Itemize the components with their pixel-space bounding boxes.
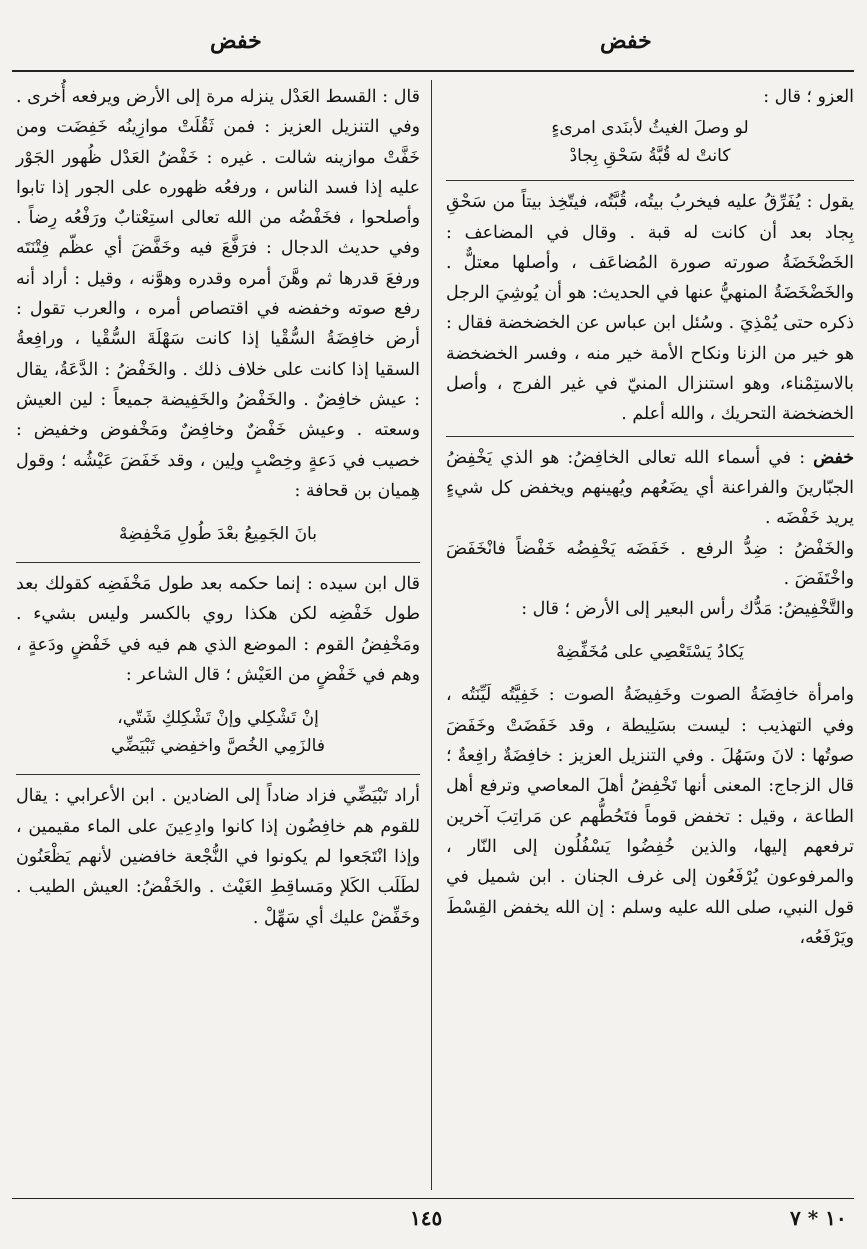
- verse: بانَ الجَمِيعُ بعْدَ طُولِ مَخْفِضِهْ: [119, 524, 317, 545]
- paragraph: يقول : يُفَرِّقُ عليه فيخربُ بيتُه، قُبَّتُه، فيتّخِذ بيتاً من سَحْقِ بِجاد بعد أن كانت له قبة . وقال في المضاعف : الخَضْخَضَةُ صورته صورة المُضاعَف ، وأصلها معتلٌّ . والخَضْخَضَةُ المنهيُّ عنها في الحديث: هو أن يُوشِيَ الرجل ذكره حتى يُمْذِيَ . وسُئل ابن عباس عن الخضخضة فقال : هو خير من الزنا ونكاح الأمة خير منه ، وفسر الخضخضة بالاستِمْناء، وهو استنزال المنيّ في غير الفرج ، وأصل الخضخضة التحريك ، والله أعلم .: [446, 192, 854, 425]
- separator-rule: [16, 774, 420, 775]
- header-guide-word-right: خفض: [600, 28, 652, 54]
- separator-rule: [16, 562, 420, 563]
- footer-rule: [12, 1198, 854, 1199]
- page-number: ١٤٥: [410, 1206, 443, 1230]
- header-guide-word-left: خفض: [210, 28, 262, 54]
- left-column: [16, 82, 420, 933]
- page-header: [0, 28, 867, 68]
- separator-rule: [446, 180, 854, 181]
- headword: خفض: [813, 447, 854, 468]
- header-rule: [12, 70, 854, 72]
- page-footer: [0, 1206, 867, 1240]
- paragraph: قال ابن سيده : إنما حكمه بعد طول مَخْفَضِه كقولك بعد طول خَفْضِه لكن هكذا روي بالكسر وليس بشيء . ومَخْفِضُ القوم : الموضع الذي هم فيه في خَفْضٍ ودَعةٍ ، وهم في خَفْضٍ من العَيْش ؛ قال الشاعر :: [16, 574, 420, 686]
- verse: يَكادُ يَسْتَعْصِي على مُخَفِّضِهْ: [556, 642, 744, 663]
- paragraph: العزو ؛ قال :: [763, 87, 854, 107]
- entry-separator-rule: [446, 436, 854, 437]
- verse: [446, 114, 854, 170]
- paragraph: قال : القسط العَدْل ينزله مرة إلى الأرض ويرفعه أُخرى . وفي التنزيل العزيز : فمن ثَقُلَتْ موازِينُه خَفِضَت ومن خَفَّتْ موازينه شالت . غيره : خَفْضُ العَدْل ظُهور الجَوْر عليه إذا فسد الناس ، ورفعُه ظهوره على الجور إذا تابوا وأصلحوا ، فخَفْضُه من الله تعالى استِعْتابٌ ورَفْعُه رِضاً . وفي حديث الدجال : فرَفَّعَ فيه وخَفَّضَ أي عظّم فِتْنَتَه ورفعَ قدرها ثم وهَّنَ أمره وقدره وهوَّنه ، وقيل : أراد أنه رفع صوته وخفضه في اقتصاص أمره ، والعرب تقول : أرض خافِضَةُ السُّقْيا إذا كانت سَهْلَةَ السُّقْيا ، ورافِعةُ السقيا إذا كانت على خلاف ذلك . والخَفْضُ : الدَّعَةُ، يقال : عيش خافِضٌ . والخَفْضُ والخَفِيضة جميعاً : لين العيش وسعته . وعيش خَفْضٌ وخافِضٌ ومَخْفوض وخفيض : خصيب في دَعةٍ وخِصْبٍ ولِين ، وقد خَفَضَ عَيْشُه ؛ وقول هِميان بن قحافة :: [16, 87, 420, 501]
- column-divider: [431, 80, 432, 1190]
- verse-line: فالزَمِي الخُصَّ واخفِضي تَبْيَضِّي: [111, 736, 325, 757]
- paragraph: والتَّخْفِيضُ: مَدُّك رأس البعير إلى الأرض ؛ قال :: [521, 599, 854, 620]
- verse-line: كانتْ له قُبَّةُ سَحْقِ بِجادْ: [569, 146, 731, 167]
- entry-text: : في أسماء الله تعالى الخافِضُ: هو الذي يَخْفِضُ الجبّارينَ والفراعنة أي يضَعُهم ويُهينهم ويخفض كل شيءٍ يريد خَفْضَه .: [446, 447, 854, 529]
- verse-line: إنْ تَشْكِلي وإنْ تَشْكِلكِ شَتّي،: [117, 708, 319, 729]
- verse-line: لو وصلَ الغيثُ لأبنَدى امرىءٍ: [551, 118, 749, 139]
- paragraph: أراد تَبْيَضِّي فزاد ضاداً إلى الضادين . ابن الأعرابي : يقال للقوم هم خافِضُون إذا كانوا وادِعِينَ على الماء مقيمين ، وإذا انْتَجَعوا لم يكونوا في النُّجْعة خافضين لأنهم يَظْعَنُون لطَلَب الكَلإ ومَساقِطِ الغَيْث . والخَفْضُ: العيش الطيب . وخَفِّضْ عليك أي سَهِّلْ .: [16, 786, 420, 928]
- entry-paragraph: [446, 443, 854, 534]
- paragraph: وامرأة خافِضَةُ الصوت وخَفِيضَةُ الصوت : خَفِيَّتُه لَيِّنَتُه ، وفي التهذيب : ليست بسَلِيطة ، وقد خَفَضَتْ وخَفَضَ صوتُها : لانَ وسَهُلَ . وفي التنزيل العزيز : خافِضَةٌ رافِعةٌ ؛ قال الزجاج: المعنى أنها تَخْفِضُ أهلَ المعاصي وترفع أهل الطاعة ، وقيل : تخفض قوماً فتَحُطُّهم عن مَراتِبَ آخرين ترفعهم إليها، والذين خُفِضُوا يَسْفُلُون إلى النّار ، والمرفوعون يُرْفَعُون إلى غرف الجنان . ابن شميل في قول النبي، صلى الله عليه وسلم : إن الله يخفض القِسْطَ ويَرْفَعُه،: [446, 685, 854, 948]
- right-column: [446, 82, 854, 953]
- verse: [16, 704, 420, 760]
- paragraph: والخَفْضُ : ضِدُّ الرفع . خَفَضَه يَخْفِضُه خَفْضاً فانْخَفَضَ واخْتَفَضَ .: [446, 538, 854, 589]
- folio-mark: ١٠ * ٧: [790, 1206, 847, 1230]
